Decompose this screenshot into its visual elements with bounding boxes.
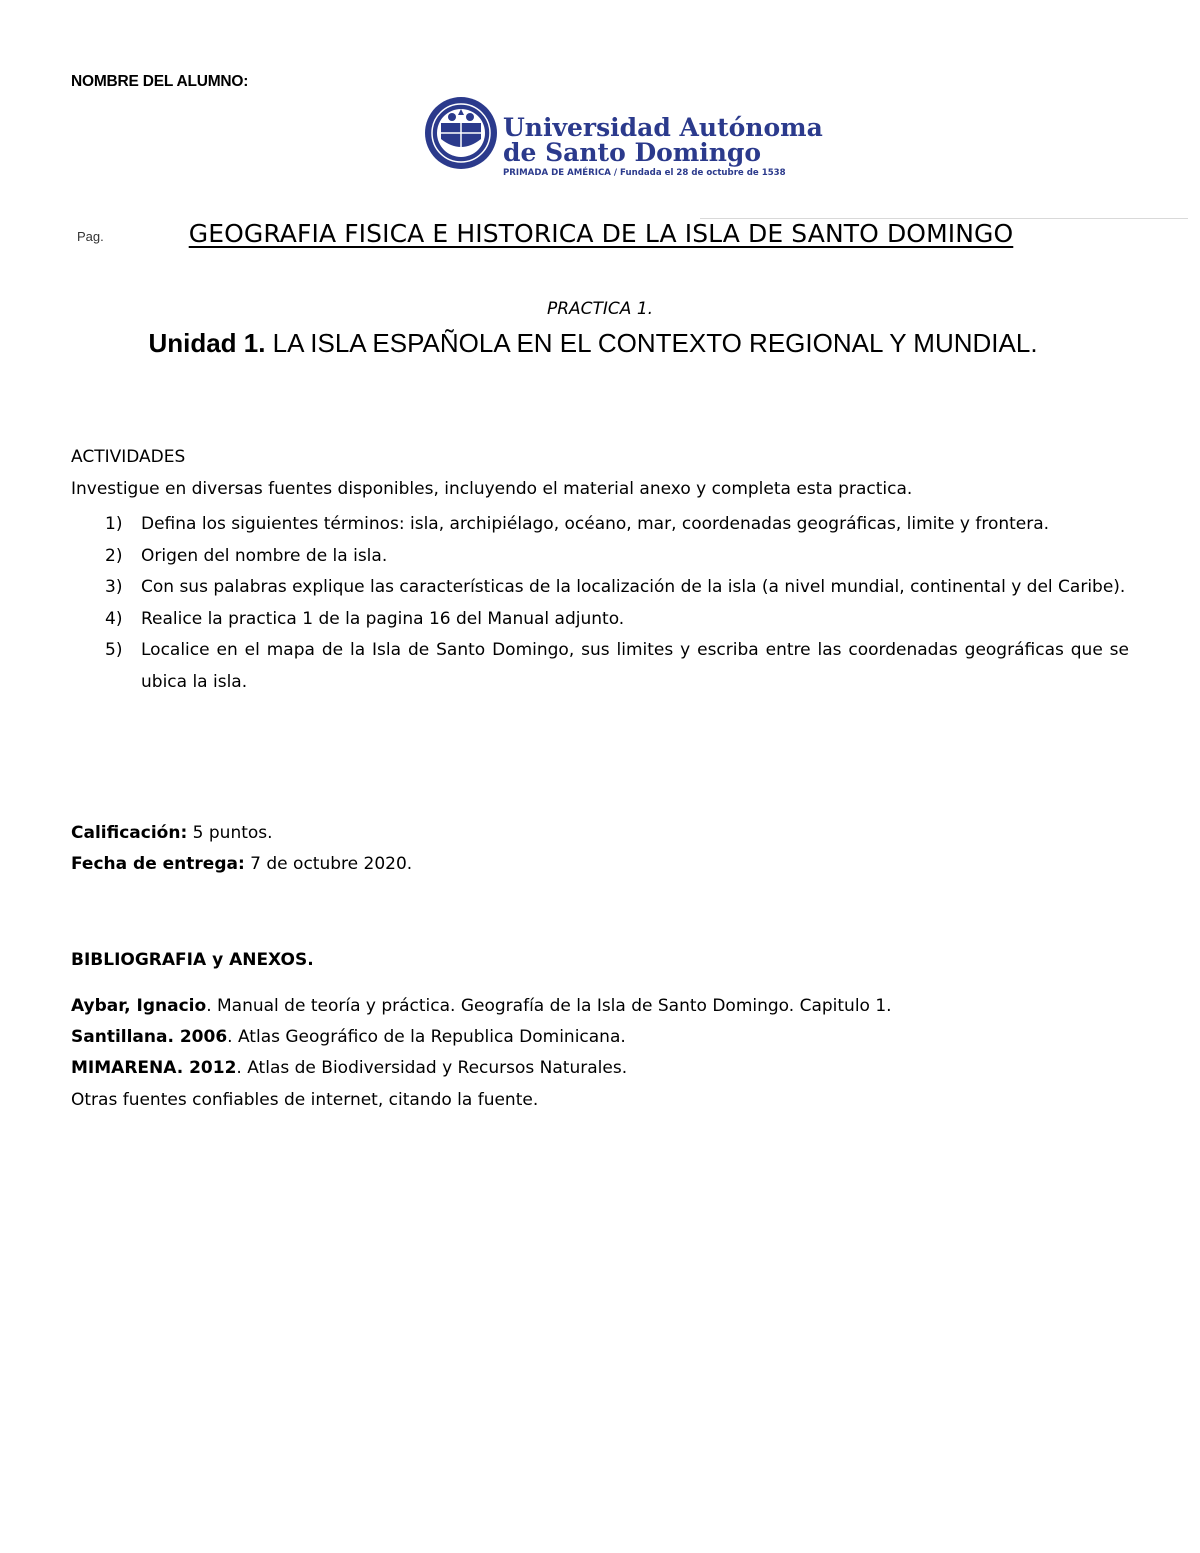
university-seal-icon [425, 93, 823, 178]
page-label: Pag. [77, 229, 104, 244]
unit-prefix: Unidad 1. [148, 328, 266, 358]
activity-text: Origen del nombre de la isla. [141, 545, 388, 566]
reference-text: Otras fuentes confiables de internet, citando la fuente. [71, 1090, 539, 1110]
bibliography-entry [71, 996, 892, 1016]
reference-text: . Atlas Geográfico de la Republica Dominicana. [227, 1027, 626, 1047]
activity-text: Localice en el mapa de la Isla de Santo Domingo, sus limites y escriba entre las coordenadas geográficas que se ubica la isla. [141, 640, 1129, 692]
student-name-label: NOMBRE DEL ALUMNO: [71, 73, 249, 90]
bibliography-heading: BIBLIOGRAFIA y ANEXOS. [71, 950, 314, 970]
grade-value: 5 puntos. [187, 823, 273, 843]
due-date-value: 7 de octubre 2020. [244, 854, 413, 874]
grade-line [71, 823, 273, 843]
activity-item [71, 635, 1129, 698]
activities-list [71, 509, 1129, 698]
university-logo [425, 93, 823, 178]
logo-line1: Universidad Autónoma [503, 113, 823, 142]
bibliography-entry [71, 1027, 626, 1047]
unit-name: LA ISLA ESPAÑOLA EN EL CONTEXTO REGIONAL Y MUNDIAL. [265, 328, 1038, 358]
reference-author: MIMARENA. 2012 [71, 1058, 237, 1078]
bibliography-entry [71, 1090, 538, 1110]
activity-item [71, 572, 1129, 604]
logo-line2: de Santo Domingo [503, 138, 762, 167]
course-title: GEOGRAFIA FISICA E HISTORICA DE LA ISLA DE SANTO DOMINGO [188, 219, 1014, 248]
activity-number: 4) [105, 608, 123, 629]
activity-text: Con sus palabras explique las características de la localización de la isla (a nivel mundial, continental y del Caribe). [141, 577, 1126, 597]
practice-label: PRACTICA 1. [546, 299, 654, 319]
activity-text: Realice la practica 1 de la pagina 16 del Manual adjunto. [141, 608, 625, 629]
activities-heading: ACTIVIDADES [71, 447, 186, 467]
reference-author: Santillana. 2006 [71, 1027, 228, 1047]
unit-title [0, 328, 1186, 359]
activity-number: 1) [105, 514, 123, 534]
due-date-label: Fecha de entrega: [71, 854, 245, 874]
activity-number: 5) [105, 640, 123, 660]
activity-number: 2) [105, 545, 123, 566]
grade-label: Calificación: [71, 823, 188, 843]
activity-item [71, 604, 1129, 636]
activity-item [71, 509, 1129, 541]
reference-author: Aybar, Ignacio [71, 996, 207, 1016]
activity-number: 3) [105, 577, 123, 597]
due-date-line [71, 854, 412, 874]
activity-item [71, 541, 1129, 573]
reference-text: . Manual de teoría y práctica. Geografía de la Isla de Santo Domingo. Capitulo 1. [206, 996, 892, 1016]
logo-tagline: PRIMADA DE AMÉRICA / Fundada el 28 de octubre de 1538 [503, 168, 786, 178]
activity-text: Defina los siguientes términos: isla, archipiélago, océano, mar, coordenadas geográficas, limite y frontera. [141, 514, 1050, 534]
bibliography-entry [71, 1058, 627, 1078]
reference-text: . Atlas de Biodiversidad y Recursos Naturales. [236, 1058, 628, 1078]
activities-intro: Investigue en diversas fuentes disponibles, incluyendo el material anexo y completa esta practica. [71, 479, 913, 499]
